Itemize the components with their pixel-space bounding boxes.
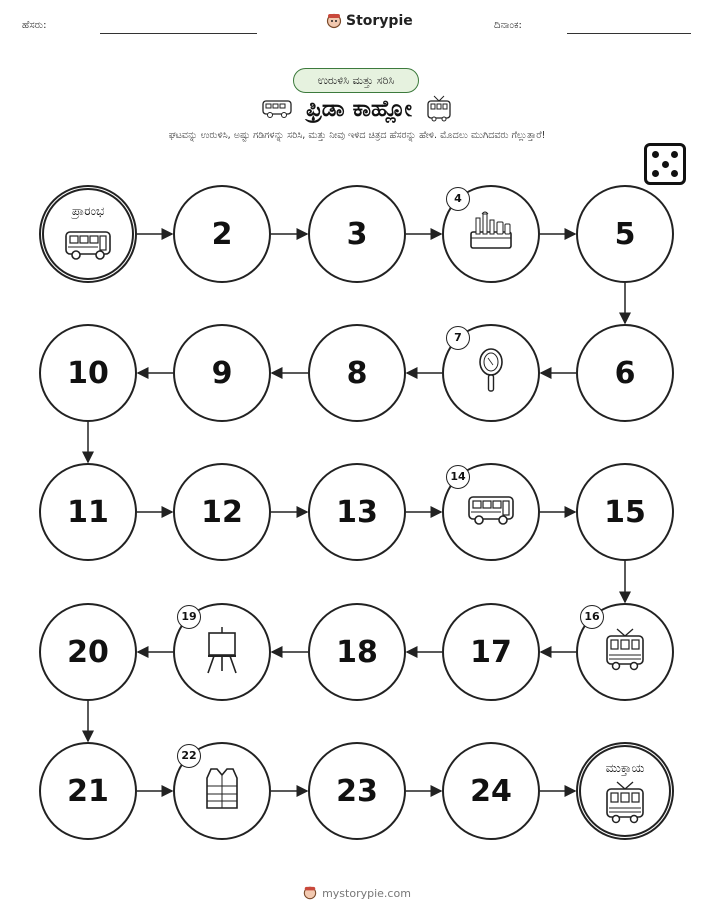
bus-icon [467, 493, 515, 531]
space-number-badge: 19 [177, 605, 201, 629]
board-space-15 [576, 463, 674, 561]
board-space-14 [442, 463, 540, 561]
space-number-badge: 7 [446, 326, 470, 350]
footer-site: mystorypie.com [322, 886, 411, 900]
space-number: 9 [211, 355, 233, 391]
tram-icon [604, 628, 646, 676]
board-space-21 [39, 742, 137, 840]
page-title: ಫ್ರಿಡಾ ಕಾಹ್ಲೋ [306, 96, 412, 122]
game-type-badge: ಉರುಳಿಸಿ ಮತ್ತು ಸರಿಸಿ [293, 68, 419, 93]
finish-label: ಮುಕ್ತಾಯ [605, 761, 645, 775]
name-label: ಹೆಸರು: [22, 20, 47, 31]
brand-name: Storypie [346, 13, 413, 29]
space-number: 2 [211, 216, 233, 252]
bus-icon [44, 228, 132, 262]
space-number: 5 [614, 216, 636, 252]
space-number: 8 [346, 355, 368, 391]
board-space-18 [308, 603, 406, 701]
space-number-badge: 14 [446, 465, 470, 489]
space-number: 17 [470, 634, 512, 670]
space-number-badge: 4 [446, 187, 470, 211]
board-space-5 [576, 185, 674, 283]
board-space-13 [308, 463, 406, 561]
board-space-9 [173, 324, 271, 422]
board-space-11 [39, 463, 137, 561]
board-space-10 [39, 324, 137, 422]
space-number: 18 [336, 634, 378, 670]
paint-box-icon [467, 210, 515, 258]
storypie-mascot-icon [303, 885, 317, 901]
space-number: 13 [336, 494, 378, 530]
space-number: 23 [336, 773, 378, 809]
board-space-12 [173, 463, 271, 561]
board-space-16 [576, 603, 674, 701]
board-space-24 [442, 742, 540, 840]
board-space-6 [576, 324, 674, 422]
space-number-badge: 16 [580, 605, 604, 629]
start-label: ಪ್ರಾರಂಭ [71, 204, 105, 218]
board-space-7 [442, 324, 540, 422]
tram-icon [581, 781, 669, 825]
board-space-2 [173, 185, 271, 283]
space-number: 24 [470, 773, 512, 809]
space-number: 12 [201, 494, 243, 530]
space-number: 11 [67, 494, 109, 530]
board-space-23 [308, 742, 406, 840]
board-space-17 [442, 603, 540, 701]
space-number: 6 [614, 355, 636, 391]
easel-icon [202, 625, 242, 679]
board-space-20 [39, 603, 137, 701]
board-space-4 [442, 185, 540, 283]
board-space-22 [173, 742, 271, 840]
board-space-3 [308, 185, 406, 283]
space-number-badge: 22 [177, 744, 201, 768]
hand-mirror-icon [476, 347, 506, 399]
board-space-8 [308, 324, 406, 422]
finish-space [576, 742, 674, 840]
space-number: 10 [67, 355, 109, 391]
date-label: ದಿನಾಂಕ: [494, 20, 522, 31]
space-number: 15 [604, 494, 646, 530]
space-number: 3 [346, 216, 368, 252]
footer [0, 885, 714, 901]
space-number: 21 [67, 773, 109, 809]
instructions: ಘಟವನ್ನು ಉರುಳಿಸಿ, ಅಷ್ಟು ಗಡಿಗಳನ್ನು ಸರಿಸಿ, ಮತ್ತು ನೀವು ಇಳಿದ ಚಿತ್ರದ ಹೆಸರನ್ನು ಹೇಳಿ. ಮೊದಲು ಮುಗಿದವರು ಗೆಲ್ಲುತ್ತಾರೆ! [168, 130, 546, 141]
board-space-19 [173, 603, 271, 701]
space-number: 20 [67, 634, 109, 670]
corset-vest-icon [201, 766, 243, 816]
start-space [39, 185, 137, 283]
